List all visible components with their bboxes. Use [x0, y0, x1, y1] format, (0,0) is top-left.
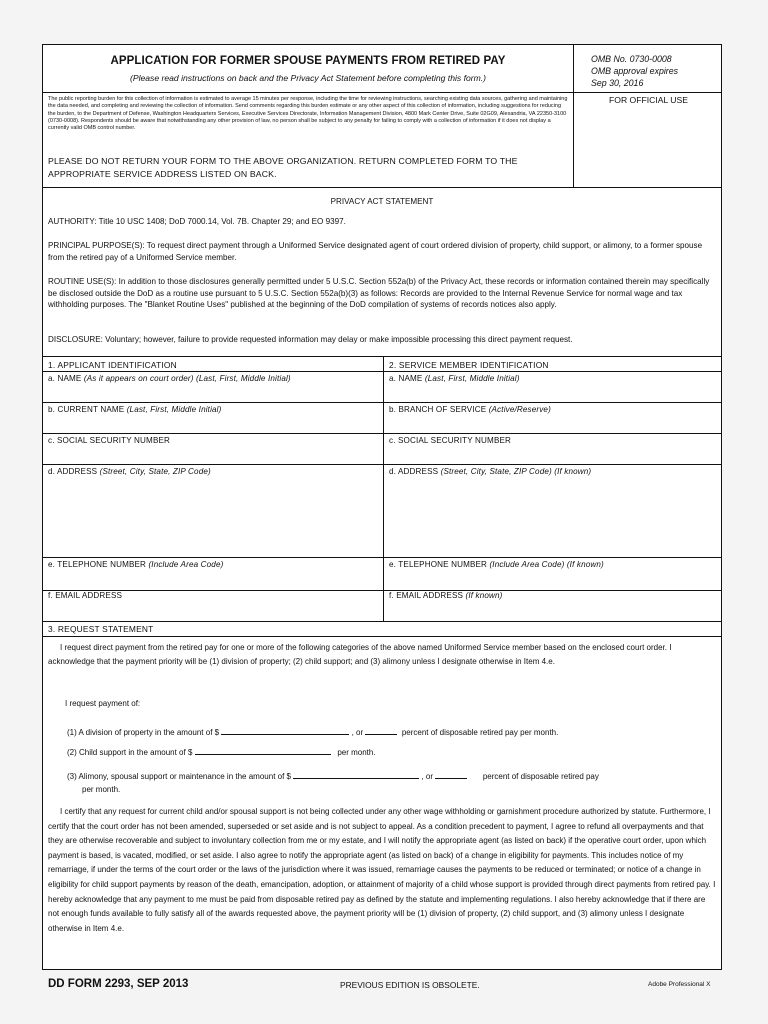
privacy-disclosure: DISCLOSURE: Voluntary; however, failure to provide requested information may delay or make impossible processing this direct payment request. — [48, 335, 573, 344]
applicant-ssn-label: c. SOCIAL SECURITY NUMBER — [48, 436, 171, 445]
omb-number: OMB No. 0730-0008 — [591, 54, 672, 64]
row-line-f — [43, 621, 721, 622]
member-phone-label: e. TELEPHONE NUMBER — [389, 560, 490, 569]
section1-heading: 1. APPLICANT IDENTIFICATION — [48, 360, 177, 370]
applicant-phone-hint: (Include Area Code) — [148, 560, 224, 569]
row-line-e — [43, 590, 721, 591]
member-email-hint: (If known) — [465, 591, 503, 600]
privacy-bottom-line — [43, 356, 721, 357]
applicant-address-field[interactable] — [48, 467, 211, 476]
member-name-field[interactable] — [389, 374, 520, 383]
item3-or: , or — [421, 772, 434, 781]
property-amount-input[interactable] — [221, 725, 349, 735]
section3-heading: 3. REQUEST STATEMENT — [48, 624, 154, 634]
row-line-b — [43, 433, 721, 434]
privacy-purpose: PRINCIPAL PURPOSE(S): To request direct payment through a Uniformed Service designated agent of court ordered division of property, child support, or alimony, to a former spouse from the retired pay of a Uniformed Service member. — [48, 241, 703, 262]
child-support-amount-input[interactable] — [195, 745, 331, 755]
member-address-hint: (Street, City, State, ZIP Code) (If known) — [440, 467, 592, 476]
omb-info — [591, 53, 678, 89]
privacy-routine: ROUTINE USE(S): In addition to those disclosures generally permitted under 5 U.S.C. Section 552a(b) of the Privacy Act, these records or information contained therein may specifically be disclosed outside the DoD as a routine use pursuant to 5 U.S.C. Section 552a(b)(3) as follows: Records are provided to the Internal Revenue Service for normal wage and tax withholding purposes. The "Blanket Routine Uses" published at the beginning of the DoD compilation of systems of records notices also apply. — [48, 277, 710, 309]
header-divider — [573, 45, 574, 187]
form-title: APPLICATION FOR FORMER SPOUSE PAYMENTS FROM RETIRED PAY — [110, 55, 506, 67]
header-bottom-line — [43, 187, 721, 188]
member-email-field[interactable] — [389, 591, 503, 600]
alimony-percent-input[interactable] — [435, 769, 467, 779]
member-branch-label: b. BRANCH OF SERVICE — [389, 405, 489, 414]
obsolete-notice: PREVIOUS EDITION IS OBSOLETE. — [340, 980, 480, 990]
row-line-c — [43, 464, 721, 465]
member-ssn-field[interactable] — [389, 436, 511, 445]
item2-label: (2) Child support in the amount of $ — [67, 748, 193, 757]
applicant-email-label: f. EMAIL ADDRESS — [48, 591, 123, 600]
applicant-email-field[interactable] — [48, 591, 122, 600]
request-item-3 — [67, 769, 735, 784]
row-line-a — [43, 402, 721, 403]
item3-label: (3) Alimony, spousal support or maintenance in the amount of $ — [67, 772, 291, 781]
section-divider — [383, 356, 384, 621]
item1-or: , or — [351, 728, 364, 737]
form-page — [42, 44, 722, 970]
property-percent-input[interactable] — [365, 725, 397, 735]
member-name-label: a. NAME — [389, 374, 425, 383]
member-ssn-label: c. SOCIAL SECURITY NUMBER — [389, 436, 512, 445]
request-intro: I request direct payment from the retired pay for one or more of the following categories of the above named Uniformed Service member based on the enclosed court order. I acknowledge that the payment priority will be (1) division of property; (2) child support; and (3) alimony unless I designate otherwise in Item 4.e. — [48, 643, 672, 666]
software-label: Adobe Professional X — [648, 981, 711, 988]
applicant-name-hint: (As it appears on court order) (Last, First, Middle Initial) — [83, 374, 291, 383]
applicant-name-field[interactable] — [48, 374, 291, 383]
applicant-address-hint: (Street, City, State, ZIP Code) — [99, 467, 211, 476]
applicant-ssn-field[interactable] — [48, 436, 170, 445]
row-line-d — [43, 557, 721, 558]
applicant-address-label: d. ADDRESS — [48, 467, 100, 476]
form-id: DD FORM 2293, SEP 2013 — [48, 978, 189, 990]
applicant-phone-field[interactable] — [48, 560, 223, 569]
member-address-field[interactable] — [389, 467, 591, 476]
return-notice: PLEASE DO NOT RETURN YOUR FORM TO THE ABOVE ORGANIZATION. RETURN COMPLETED FORM TO THE APPROPRIATE SERVICE ADDRESS LISTED ON BACK. — [48, 156, 518, 179]
item2-per-month: per month. — [337, 748, 376, 757]
applicant-name-label: a. NAME — [48, 374, 84, 383]
burden-statement: The public reporting burden for this collection of information is estimated to average 15 minutes per response, including the time for reviewing instructions, searching existing data sources, gathering and maintaining the data needed, and completing and reviewing the collection of information. Send comments regarding this burden estimate or any other aspect of this collection of information, including suggestions for reducing the burden, to the Department of Defense, Washington Headquarters Services, Executive Services Directorate, Information Management Division, 4800 Mark Center Drive, Suite 02G09, Alexandria, VA 22350-3100 (0730-0008). Respondents should be aware that notwithstanding any other provision of law, no person shall be subject to any penalty for failing to comply with a collection of information if it does not display a currently valid OMB control number. — [48, 96, 568, 132]
applicant-current-name-hint: (Last, First, Middle Initial) — [126, 405, 222, 414]
applicant-current-name-field[interactable] — [48, 405, 221, 414]
item3-per-month: per month. — [82, 785, 121, 794]
applicant-phone-label: e. TELEPHONE NUMBER — [48, 560, 149, 569]
official-use-label: FOR OFFICIAL USE — [609, 95, 688, 105]
member-phone-hint: (Include Area Code) (If known) — [489, 560, 604, 569]
member-branch-hint: (Active/Reserve) — [488, 405, 551, 414]
certification-text: I certify that any request for current child and/or spousal support is not being collected under any other wage withholding or garnishment procedure authorized by statute. Furthermore, I certify that the court order has not been amended, superseded or set aside and is not subject to appeal. As a condition precedent to payment, I agree to refund all overpayments and that they are otherwise recoverable and subject to involuntary collection from me or my estate, and I will notify the appropriate agent (as listed on back) if the operative court order, upon which payment is based, is vacated, modified, or set aside. I also agree to notify the appropriate agent (as listed on back) of a change in eligibility for payments. This includes notice of my remarriage, if under the terms of the court order or the laws of the jurisdiction where it was issued, remarriage causes the payments to be reduced or terminated; or notice of a change in eligibility for child support payments by reason of the death, emancipation, adoption, or attainment of majority of a child whose support is provided through direct payments from retired pay. I hereby acknowledge that any payment to me must be paid from disposable retired pay as defined by the statute and implementing regulations. I also hereby acknowledge that if there are not enough funds available to fully satisfy all of the awards requested above, the payment priority will be (1) division of property, (2) child support, and (3) alimony unless I designate otherwise in Item 4.e. — [48, 807, 716, 933]
request-payment-of: I request payment of: — [65, 699, 141, 708]
item3-percent-text: percent of disposable retired pay — [482, 772, 599, 781]
item1-label: (1) A division of property in the amount of $ — [67, 728, 220, 737]
request-item-2 — [67, 745, 735, 760]
request-item-1 — [67, 725, 735, 740]
item1-percent-text: percent of disposable retired pay per month. — [401, 728, 559, 737]
privacy-heading: PRIVACY ACT STATEMENT — [330, 197, 434, 206]
section-head-line — [43, 371, 721, 372]
section2-heading: 2. SERVICE MEMBER IDENTIFICATION — [389, 360, 549, 370]
omb-expires: OMB approval expires — [591, 66, 679, 76]
member-address-label: d. ADDRESS — [389, 467, 441, 476]
member-branch-field[interactable] — [389, 405, 551, 414]
applicant-current-name-label: b. CURRENT NAME — [48, 405, 127, 414]
member-email-label: f. EMAIL ADDRESS — [389, 591, 466, 600]
privacy-authority: AUTHORITY: Title 10 USC 1408; DoD 7000.14, Vol. 7B. Chapter 29; and EO 9397. — [48, 217, 346, 226]
header-line — [43, 92, 721, 93]
form-subtitle: (Please read instructions on back and the Privacy Act Statement before completing this form.) — [129, 73, 486, 83]
section3-head-line — [43, 636, 721, 637]
member-name-hint: (Last, First, Middle Initial) — [424, 374, 520, 383]
omb-date: Sep 30, 2016 — [591, 78, 644, 88]
alimony-amount-input[interactable] — [293, 769, 419, 779]
member-phone-field[interactable] — [389, 560, 604, 569]
